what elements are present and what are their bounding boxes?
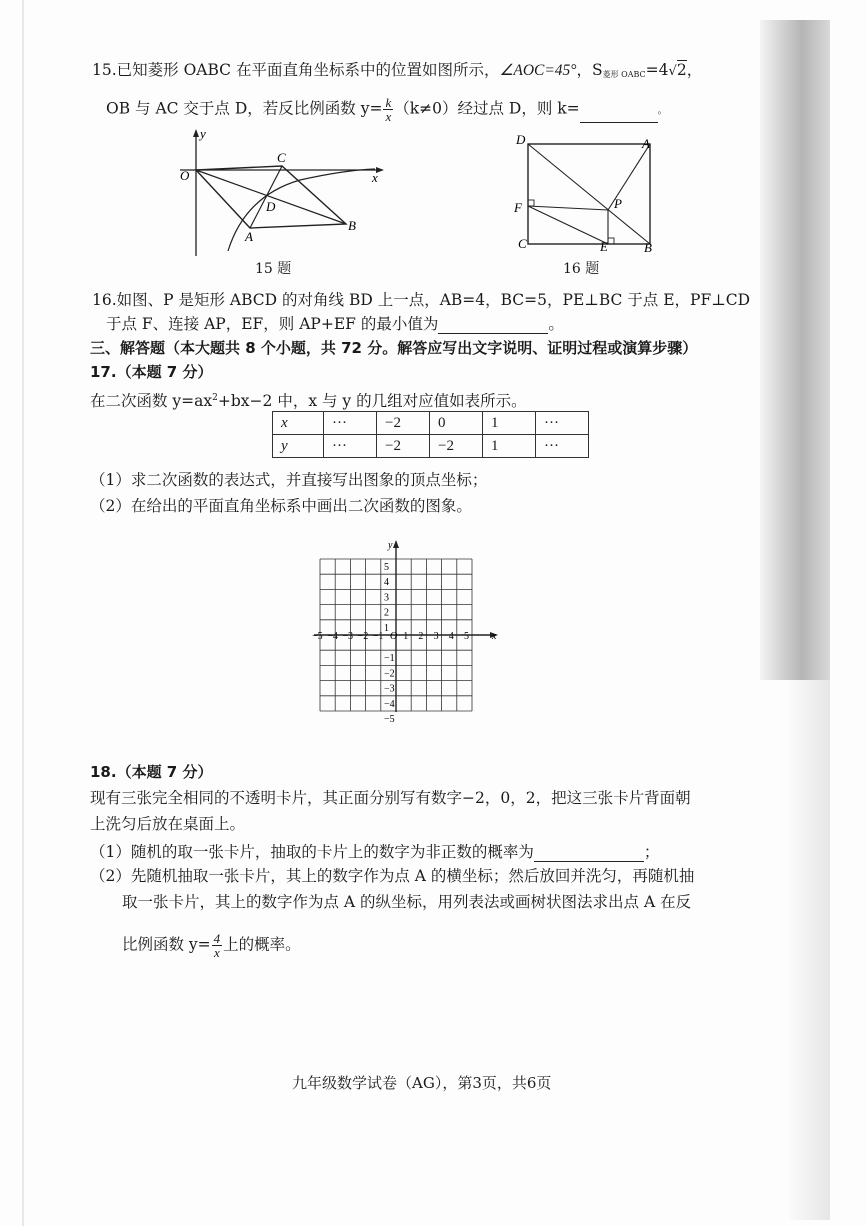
figure-16	[510, 128, 665, 258]
fig16-label-p: P	[614, 196, 622, 211]
q16-line2: 于点 F、连接 AP，EF，则 AP+EF 的最小值为 。	[106, 315, 564, 333]
q17-value-table	[272, 411, 589, 458]
page-footer: 九年级数学试卷（AG），第3页，共6页	[292, 1074, 552, 1092]
fig16-right-angle-f	[528, 200, 534, 206]
fig16-label-c: C	[518, 236, 527, 251]
fig15-label-d: D	[266, 199, 276, 214]
q18-part2-line3: 比例函数 y= $\frac{4}{x}$ 上的概率。	[122, 931, 301, 960]
grid-y-tick-label: 3	[384, 592, 389, 604]
grid-x-tick-label: 1	[403, 631, 409, 642]
q17-intro: 在二次函数 $y=ax^2+bx-2$ 中，x 与 y 的几组对应值如表所示。	[90, 392, 527, 411]
q17-header: 17.（本题 7 分）	[90, 363, 213, 381]
fig16-label-d: D	[516, 132, 526, 147]
fig16-label-e: E	[600, 239, 608, 254]
table-cell: −2	[377, 412, 430, 435]
fig16-label-b: B	[644, 240, 652, 255]
grid-y-arrow	[393, 540, 399, 548]
q17-part1: （1）求二次函数的表达式，并直接写出图象的顶点坐标；	[90, 471, 488, 489]
table-cell: x	[273, 412, 324, 435]
table-cell: ···	[536, 435, 589, 458]
q17-part2: （2）在给出的平面直角坐标系中画出二次函数的图象。	[90, 497, 472, 515]
fig15-diagonal-ob	[196, 170, 346, 224]
table-cell: ···	[324, 435, 377, 458]
grid-y-tick-label: 5	[384, 562, 389, 573]
q15-line2: OB 与 AC 交于点 D，若反比例函数 y= $\frac{k}{x}$ （k≠0）经过点 D，则 k= 。	[106, 95, 668, 124]
table-cell: −2	[377, 435, 430, 458]
q16-line1: 16.如图、P 是矩形 ABCD 的对角线 BD 上一点，AB=4，BC=5，PE⊥BC 于点 E，PF⊥CD	[92, 291, 751, 309]
fig15-label-y: y	[200, 126, 206, 141]
grid-y-tick-label: −1	[384, 653, 395, 665]
grid-x-tick-label: 5	[464, 631, 469, 642]
grid-x-tick-label: −4	[327, 631, 338, 642]
table-cell: 1	[483, 412, 536, 435]
q15-fraction: $\frac{k}{x}$	[385, 95, 392, 124]
grid-x-tick-label: 2	[418, 631, 424, 642]
grid-x-tick-label: −5	[312, 631, 323, 642]
table-cell: y	[273, 435, 324, 458]
grid-y-tick-label: 4	[384, 577, 389, 589]
fig15-label-a: A	[245, 229, 253, 244]
grid-y-tick-label: −4	[384, 698, 395, 710]
fig16-right-angle-e	[608, 238, 614, 244]
scan-shadow	[760, 20, 830, 680]
grid-x-tick-label: 4	[448, 631, 454, 642]
q17-coordinate-grid[interactable]	[306, 536, 506, 725]
figure-16-caption: 16 题	[563, 261, 600, 277]
fig16-label-a: A	[642, 136, 650, 151]
figure-15	[170, 126, 395, 258]
grid-y-tick-label: −3	[384, 683, 395, 695]
q18-fraction: $\frac{4}{x}$	[213, 931, 221, 960]
figure-15-caption: 15 题	[255, 261, 292, 277]
q18-part2-line2: 取一张卡片，其上的数字作为点 A 的纵坐标，用列表法或画树状图法求出点 A 在反	[122, 893, 692, 911]
grid-y-tick-label: −5	[384, 714, 395, 725]
grid-x-tick-label: −1	[372, 631, 384, 642]
grid-y-tick-label: 1	[384, 622, 389, 634]
q15-line1: 15.已知菱形 OABC 在平面直角坐标系中的位置如图所示，∠AOC=45°，$S_{菱形 OABC}=4√2$，	[92, 61, 703, 79]
page-edge	[22, 0, 24, 1226]
grid-y-tick-label: −2	[384, 668, 395, 680]
fig15-label-c: C	[277, 150, 286, 165]
section-3-heading: 三、解答题（本大题共 8 个小题，共 72 分。解答应写出文字说明、证明过程或演算步骤）	[90, 339, 698, 357]
q18-answer-blank[interactable]	[534, 861, 644, 862]
fig15-label-x: x	[372, 170, 378, 185]
table-cell: 1	[483, 435, 536, 458]
table-cell: 0	[430, 412, 483, 435]
q18-line1: 现有三张完全相同的不透明卡片，其正面分别写有数字−2，0，2，把这三张卡片背面朝	[90, 789, 691, 807]
grid-y-tick-label: 2	[384, 607, 389, 619]
fig16-segment-ef	[528, 206, 608, 244]
q18-part1: （1）随机的取一张卡片，抽取的卡片上的数字为非正数的概率为 ；	[90, 843, 660, 861]
table-cell: −2	[430, 435, 483, 458]
q16-answer-blank[interactable]	[438, 333, 548, 334]
grid-x-tick-label: −3	[342, 631, 354, 642]
fig15-diagonal-ac	[250, 166, 282, 228]
grid-y-label: y	[388, 540, 393, 551]
table-row	[273, 435, 589, 458]
fig15-label-o: O	[180, 168, 190, 183]
scan-shadow-lower	[790, 680, 830, 1220]
fig16-label-f: F	[514, 200, 522, 215]
grid-origin-label: O	[390, 631, 398, 642]
grid-x-tick-label: −2	[357, 631, 369, 642]
fig16-diagonal-bd	[528, 144, 650, 244]
grid-x-tick-label: 3	[433, 631, 439, 642]
table-cell: ···	[536, 412, 589, 435]
grid-x-label: x	[492, 631, 497, 642]
q18-part2-line1: （2）先随机抽取一张卡片，其上的数字作为点 A 的横坐标；然后放回并洗匀，再随机抽	[90, 867, 695, 885]
table-row	[273, 412, 589, 435]
q18-header: 18.（本题 7 分）	[90, 763, 213, 781]
fig16-segment-fp	[528, 206, 608, 210]
q15-answer-blank[interactable]	[580, 122, 658, 123]
fig15-y-arrow	[193, 129, 199, 137]
table-cell: ···	[324, 412, 377, 435]
fig15-label-b: B	[348, 218, 356, 233]
q18-line2: 上洗匀后放在桌面上。	[90, 815, 246, 833]
